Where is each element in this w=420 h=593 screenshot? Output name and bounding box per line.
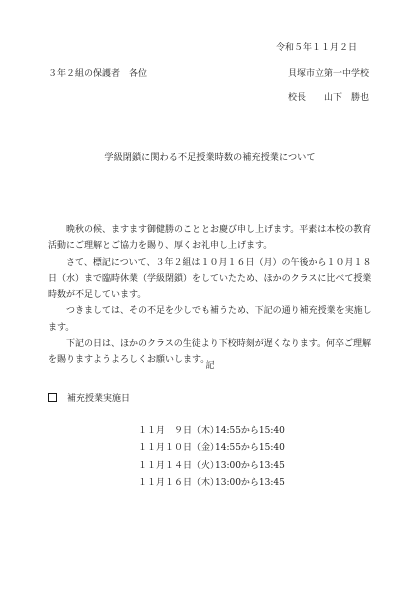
schedule-row: [138, 440, 285, 457]
body-paragraph: さて、標記について、３年２組は１０月１６日（月）の午後から１０月１８日（水）まで臨時休業（学級閉鎖）をしていたため、ほかのクラスに比べて授業時数が不足しています。: [48, 257, 372, 301]
schedule-time: 14:55から15:40: [215, 426, 285, 436]
document-date: 令和５年１１月２日: [275, 43, 357, 53]
issuer-principal: 校長 山下 勝也: [288, 93, 370, 103]
schedule-row: [138, 423, 285, 440]
ki-marker: 記: [205, 361, 215, 371]
schedule-date: １１月１６日（木）: [138, 477, 220, 488]
schedule-list: [138, 423, 285, 492]
schedule-row: [138, 475, 285, 492]
section-heading-label: 補充授業実施日: [67, 394, 131, 404]
recipient-line: ３年２組の保護者 各位: [48, 69, 148, 79]
body-paragraph: つきましては、その不足を少しでも補うため、下記の通り補充授業を実施します。: [48, 306, 372, 333]
schedule-time: 13:00から13:45: [215, 477, 285, 488]
schedule-time: 13:00から13:45: [215, 460, 285, 471]
schedule-row: [138, 458, 285, 475]
checkbox-square-icon: [48, 393, 57, 402]
document-title: 学級閉鎖に関わる不足授業時数の補充授業について: [104, 152, 316, 163]
schedule-date: １１月 ９日（木）: [138, 426, 220, 436]
issuer-school: 貝塚市立第一中学校: [288, 69, 370, 79]
schedule-date: １１月１０日（金）: [138, 443, 220, 454]
section-heading: [48, 393, 130, 404]
body-paragraph: 下記の日は、ほかのクラスの生徒より下校時刻が遅くなります。何卒ご理解を賜りますようよろしくお願いします。: [48, 339, 372, 366]
schedule-date: １１月１４日（火）: [138, 460, 220, 471]
body-paragraph: 晩秋の候、ますます御健勝のこととお慶び申し上げます。平素は本校の教育活動にご理解とご協力を賜り、厚くお礼申し上げます。: [48, 225, 372, 252]
body-text: [48, 222, 379, 369]
schedule-time: 14:55から15:40: [215, 443, 285, 454]
